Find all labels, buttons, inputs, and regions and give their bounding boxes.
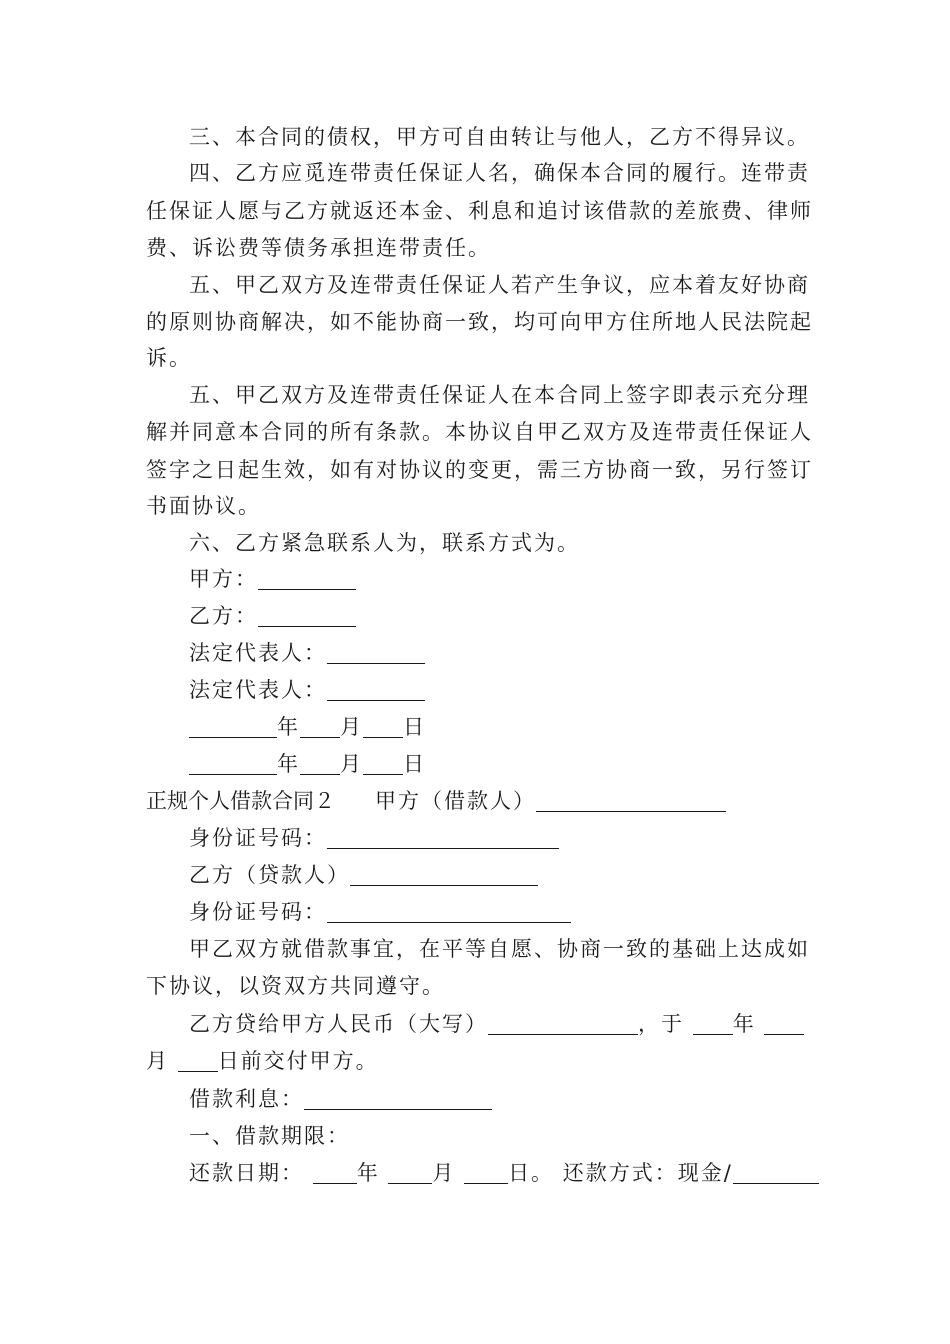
clause-4-line-1: 四、乙方应觅连带责任保证人名，确保本合同的履行。连带责 xyxy=(189,161,810,185)
clause-5b-line-2: 解并同意本合同的所有条款。本协议自甲乙双方及连带责任保证人 xyxy=(146,420,813,444)
day-label: 日 xyxy=(403,715,426,739)
loan-line-1 xyxy=(189,1008,810,1040)
repay-month-label: 月 xyxy=(432,1161,456,1185)
signature-party-a xyxy=(189,563,810,595)
party-b-blank[interactable] xyxy=(258,604,356,627)
loan-on-label: ，于 xyxy=(638,1012,684,1036)
loan-amount-blank[interactable] xyxy=(488,1012,638,1035)
repay-year-label: 年 xyxy=(356,1161,380,1185)
clause-6: 六、乙方紧急联系人为，联系方式为。 xyxy=(189,531,580,555)
repay-year-blank[interactable] xyxy=(313,1161,357,1184)
clause-5a-line-1: 五、甲乙双方及连带责任保证人若产生争议，应本着友好协商 xyxy=(189,273,810,297)
party-a-blank[interactable] xyxy=(258,567,356,590)
lender-row xyxy=(189,859,810,891)
signature-legal-rep-2 xyxy=(189,674,810,706)
clause-5b-line-1: 五、甲乙双方及连带责任保证人在本合同上签字即表示充分理 xyxy=(189,383,810,407)
clause-5a-line-2: 的原则协商解决，如不能协商一致，均可向甲方住所地人民法院起 xyxy=(146,310,813,334)
intro-line-1: 甲乙双方就借款事宜，在平等自愿、协商一致的基础上达成如 xyxy=(189,937,810,961)
contract-2-header xyxy=(146,785,810,817)
legal-rep-blank[interactable] xyxy=(327,678,425,701)
party-b-label: 乙方： xyxy=(189,604,258,628)
borrower-blank[interactable] xyxy=(536,789,726,812)
borrower-id-row xyxy=(189,822,810,854)
clause-3: 三、本合同的债权，甲方可自由转让与他人，乙方不得异议。 xyxy=(189,125,810,149)
day-blank[interactable] xyxy=(363,752,403,775)
id-label: 身份证号码： xyxy=(189,826,327,850)
repay-month-blank[interactable] xyxy=(388,1161,432,1184)
loan-month-blank[interactable] xyxy=(764,1012,804,1035)
repay-method-label: 还款方式：现金/ xyxy=(562,1161,733,1185)
loan-line-2 xyxy=(146,1045,810,1077)
loan-delivery-label: 日前交付甲方。 xyxy=(217,1049,379,1073)
day-label: 日 xyxy=(403,752,426,776)
repay-row xyxy=(189,1157,810,1189)
month-label: 月 xyxy=(340,752,363,776)
loan-amount-label: 乙方贷给甲方人民币（大写） xyxy=(189,1012,488,1036)
loan-year-blank[interactable] xyxy=(693,1012,733,1035)
term-heading: 一、借款期限： xyxy=(189,1124,350,1148)
month-label: 月 xyxy=(340,715,363,739)
year-blank[interactable] xyxy=(189,715,277,738)
clause-5b-line-4: 书面协议。 xyxy=(146,494,261,518)
legal-rep-blank[interactable] xyxy=(327,641,425,664)
clause-5b-line-3: 签字之日起生效，如有对协议的变更，需三方协商一致，另行签订 xyxy=(146,458,813,482)
signature-date-1 xyxy=(189,711,810,743)
id-label: 身份证号码： xyxy=(189,900,327,924)
clause-4-line-2: 任保证人愿与乙方就返还本金、利息和追讨该借款的差旅费、律师 xyxy=(146,199,813,223)
year-label: 年 xyxy=(277,715,300,739)
loan-day-blank[interactable] xyxy=(178,1049,218,1072)
month-blank[interactable] xyxy=(300,715,340,738)
signature-date-2 xyxy=(189,748,810,780)
repay-day-label: 日。 xyxy=(508,1161,555,1185)
legal-rep-label: 法定代表人： xyxy=(189,641,327,665)
party-a-label: 甲方： xyxy=(189,567,258,591)
contract-2-title: 正规个人借款合同２ xyxy=(146,789,335,813)
repay-day-blank[interactable] xyxy=(464,1161,508,1184)
lender-blank[interactable] xyxy=(350,863,538,886)
year-blank[interactable] xyxy=(189,752,277,775)
clause-5a-line-3: 诉。 xyxy=(146,346,192,370)
signature-party-b xyxy=(189,600,810,632)
repay-date-label: 还款日期： xyxy=(189,1161,304,1185)
year-label: 年 xyxy=(277,752,300,776)
interest-row xyxy=(189,1083,810,1115)
lender-label: 乙方（贷款人） xyxy=(189,863,350,887)
month-blank[interactable] xyxy=(300,752,340,775)
legal-rep-label: 法定代表人： xyxy=(189,678,327,702)
loan-year-label: 年 xyxy=(732,1012,756,1036)
clause-4-line-3: 费、诉讼费等债务承担连带责任。 xyxy=(146,236,491,260)
intro-line-2: 下协议，以资双方共同遵守。 xyxy=(146,974,445,998)
loan-month-label: 月 xyxy=(146,1049,169,1073)
signature-legal-rep-1 xyxy=(189,637,810,669)
interest-label: 借款利息： xyxy=(189,1087,304,1111)
lender-id-row xyxy=(189,896,810,928)
lender-id-blank[interactable] xyxy=(327,900,571,923)
borrower-label: 甲方（借款人） xyxy=(375,789,536,813)
interest-blank[interactable] xyxy=(304,1087,492,1110)
repay-method-blank[interactable] xyxy=(733,1161,819,1184)
day-blank[interactable] xyxy=(363,715,403,738)
borrower-id-blank[interactable] xyxy=(327,826,559,849)
